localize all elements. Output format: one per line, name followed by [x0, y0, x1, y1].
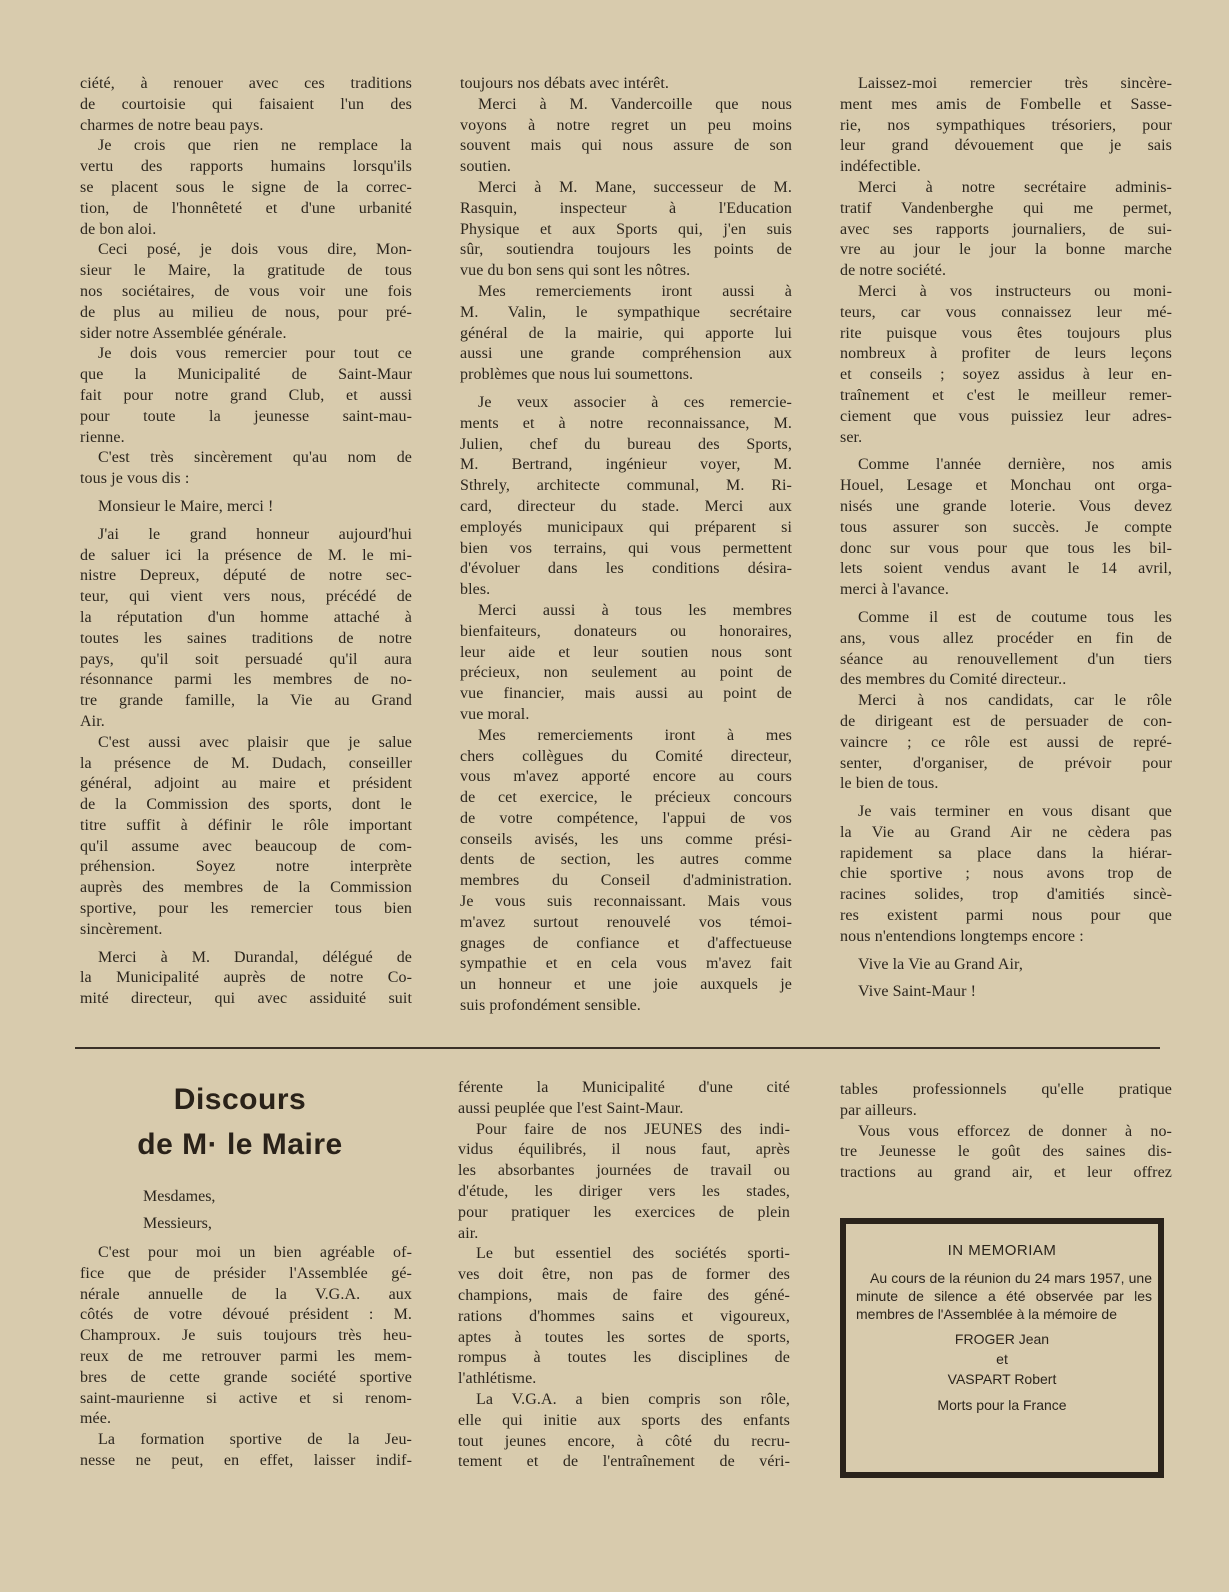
paragraph — [80, 74, 412, 136]
text-line: aptes à toutes les sortes de sports, — [458, 1328, 790, 1346]
text-line: Pour faire de nos JEUNES des indi- — [476, 1120, 790, 1138]
text-line: C'est très sincèrement qu'au nom de — [98, 449, 412, 467]
text-line: pour pratiquer les exercices de plein — [458, 1203, 790, 1221]
text-line: vertu des rapports humains lorsqu'ils — [80, 158, 412, 176]
text-line: tous assurer son succès. Je compte — [840, 518, 1172, 536]
text-line: Mes remerciements iront aussi à — [478, 282, 792, 300]
text-line: la présence de M. Dudach, conseiller — [80, 754, 412, 772]
text-line: vre au jour le jour la bonne marche — [840, 241, 1172, 259]
text-line: séance au renouvellement d'un tiers — [840, 650, 1172, 668]
text-line: Merci à M. Durandal, délégué de — [98, 948, 412, 966]
text-line: vous m'avez apporté encore au cours — [460, 768, 792, 786]
text-line: rite puisque vous êtes toujours plus — [840, 324, 1172, 342]
paragraph — [80, 733, 412, 941]
text-line: mée. — [80, 1410, 112, 1428]
paragraph — [840, 178, 1172, 282]
paragraph — [80, 344, 412, 448]
text-line: rienne. — [80, 428, 125, 446]
paragraph — [458, 1078, 790, 1120]
text-line: toujours nos débats avec intérêt. — [460, 75, 670, 92]
text-line: chers collègues du Comité directeur, — [460, 747, 792, 765]
speech-column-1 — [80, 1243, 412, 1472]
text-line: dents de section, les autres comme — [460, 851, 792, 869]
text-line: Merci à M. Mane, successeur de M. — [478, 178, 792, 196]
paragraph — [840, 1122, 1172, 1184]
text-line: La formation sportive de la Jeu- — [98, 1431, 412, 1449]
text-line: de dirigeant est de persuader de con- — [840, 712, 1172, 730]
text-line: sportive, pour les remercier tous bien — [80, 900, 412, 918]
text-line: nombreux à profiter de leurs leçons — [840, 345, 1172, 363]
text-line: sûr, soutiendra toujours les points de — [460, 241, 792, 259]
text-line: Julien, chef du bureau des Sports, — [460, 435, 792, 453]
text-line: sider notre Assemblée générale. — [80, 324, 287, 342]
text-line: rations d'hommes sains et vigoureux, — [458, 1307, 790, 1325]
text-line: bien vos terrains, qui vous permettent — [460, 539, 792, 557]
text-line: suis profondément sensible. — [460, 997, 641, 1015]
text-line: leur grand dévouement que je sais — [840, 137, 1172, 155]
text-line: J'ai le grand honneur aujourd'hui — [98, 525, 412, 543]
text-line: nous n'entendions longtemps encore : — [840, 927, 1084, 945]
text-line: La V.G.A. a bien compris son rôle, — [476, 1390, 790, 1408]
text-line: vue financier, mais aussi au point de — [460, 685, 792, 703]
section-divider — [75, 1047, 1160, 1049]
text-line: Sthrely, architecte communal, M. Ri- — [460, 477, 792, 495]
text-line: Je vous suis reconnaissant. Mais vous — [460, 893, 792, 911]
text-line: Je vais terminer en vous disant que — [858, 803, 1172, 821]
paragraph — [458, 1244, 790, 1390]
text-line: merci à l'avance. — [840, 581, 949, 599]
text-line: précieux, non seulement au point de — [460, 664, 792, 682]
text-line: sieur le Maire, la gratitude de tous — [80, 262, 412, 280]
text-line: ments et à notre reconnaissance, M. — [460, 414, 792, 432]
text-line: vue du bon sens qui sont les nôtres. — [460, 262, 691, 280]
article-column-2 — [460, 74, 792, 1017]
text-line: ans, vous allez procéder en fin de — [840, 629, 1172, 647]
text-line: férente la Municipalité d'une cité — [458, 1079, 790, 1096]
text-line: Vive Saint-Maur ! — [858, 983, 977, 1001]
article-column-1 — [80, 74, 412, 1010]
paragraph — [840, 955, 1172, 976]
text-line: Vive la Vie au Grand Air, — [858, 955, 1023, 973]
speech-title-line1: Discours — [173, 1083, 307, 1116]
text-line: problèmes que nous lui soumettons. — [460, 366, 694, 384]
text-line: conseils avisés, les uns comme prési- — [460, 830, 792, 848]
text-line: ciété, à renouer avec ces traditions — [80, 75, 412, 92]
text-line: Laissez-moi remercier très sincère- — [858, 75, 1172, 92]
text-line: un honneur et une joie auxquels je — [460, 976, 792, 994]
paragraph — [460, 282, 792, 386]
text-line: de plus au milieu de nous, pour pré- — [80, 303, 412, 321]
text-line: Mes remerciements iront à mes — [478, 726, 792, 744]
text-line: titre suffit à définir le rôle important — [80, 816, 412, 834]
text-line: m'avez surtout renouvelé vos témoi- — [460, 913, 792, 931]
text-line: aussi peuplée que l'est Saint-Maur. — [458, 1099, 684, 1117]
text-line: ser. — [840, 428, 863, 446]
paragraph — [840, 982, 1172, 1003]
text-line: nisés une grande loterie. Vous devez — [840, 497, 1172, 515]
text-line: charmes de notre beau pays. — [80, 116, 264, 134]
paragraph — [460, 726, 792, 1017]
text-line: Monsieur le Maire, merci ! — [98, 497, 274, 515]
text-line: M. Bertrand, ingénieur voyer, M. — [460, 456, 792, 474]
text-line: vue moral. — [460, 705, 530, 723]
text-line: elle qui initie aux sports des enfants — [458, 1411, 790, 1429]
text-line: aussi une grande compréhension aux — [460, 345, 792, 363]
text-line: résonnance parmi les membres de no- — [80, 671, 412, 689]
paragraph — [458, 1390, 790, 1473]
text-line: nistre Depreux, député de notre sec- — [80, 567, 412, 585]
text-line: tout jeunes encore, à côté du recru- — [458, 1432, 790, 1450]
text-line: rie, nos sympathiques trésoriers, pour — [840, 116, 1172, 134]
text-line: Je veux associer à ces remercie- — [478, 393, 792, 411]
text-line: nérale annuelle de la V.G.A. aux — [80, 1285, 412, 1303]
paragraph — [460, 95, 792, 178]
text-line: donc sur vous pour que tous les bil- — [840, 539, 1172, 557]
text-line: reux de me retrouver parmi les mem- — [80, 1347, 412, 1365]
paragraph — [80, 497, 412, 518]
text-line: ment mes amis de Fombelle et Sasse- — [840, 95, 1172, 113]
in-memoriam-box — [840, 1218, 1164, 1478]
text-line: des membres du Comité directeur.. — [840, 671, 1067, 689]
text-line: teur, qui vient vers nous, précédé de — [80, 588, 412, 606]
text-line: Merci à M. Vandercoille que nous — [478, 95, 792, 113]
text-line: de la Commission des sports, dont le — [80, 796, 412, 814]
paragraph — [840, 74, 1172, 178]
text-line: côtés de votre dévoué président : M. — [80, 1306, 412, 1324]
paragraph — [80, 240, 412, 344]
text-line: tion, de l'honnêteté et d'une urbanité — [80, 199, 412, 217]
article-column-3 — [840, 74, 1172, 1003]
text-line: Houel, Lesage et Monchau ont orga- — [840, 477, 1172, 495]
text-line: C'est aussi avec plaisir que je salue — [98, 733, 412, 751]
text-line: nesse ne peut, en effet, laisser indif- — [80, 1451, 412, 1469]
paragraph — [460, 393, 792, 601]
text-line: Physique et aux Sports qui, j'en suis — [460, 220, 792, 238]
text-line: Merci aussi à tous les membres — [478, 601, 792, 619]
text-line: rapidement sa place dans la hiérar- — [840, 844, 1172, 862]
paragraph — [460, 178, 792, 282]
text-line: tre grande famille, la Vie au Grand — [80, 692, 412, 710]
salutation-mesdames: Mesdames, — [143, 1188, 216, 1205]
text-line: bles. — [460, 581, 491, 599]
text-line: sincèrement. — [80, 920, 163, 938]
text-line: champions, mais de faire des géné- — [458, 1286, 790, 1304]
text-line: auprès des membres de la Commission — [80, 879, 412, 897]
speech-title-line2: de M· le Maire — [137, 1128, 343, 1161]
text-line: pour toute la jeunesse saint-mau- — [80, 407, 412, 425]
text-line: Rasquin, inspecteur à l'Education — [460, 199, 792, 217]
text-line: avec ses rapports journaliers, de sui- — [840, 220, 1172, 238]
text-line: les absorbantes journées de travail ou — [458, 1162, 790, 1180]
text-line: souvent mais qui nous assure de son — [460, 137, 792, 155]
text-line: rompus à toutes les disciplines de — [458, 1349, 790, 1367]
text-line: saint-maurienne si active et si renom- — [80, 1389, 412, 1407]
text-line: voyons à notre regret un peu moins — [460, 116, 792, 134]
text-line: la Municipalité auprès de notre Co- — [80, 969, 412, 987]
text-line: Merci à nos candidats, car le rôle — [858, 692, 1172, 710]
text-line: Je crois que rien ne remplace la — [98, 137, 412, 155]
text-line: et conseils ; soyez assidus à leur en- — [840, 366, 1172, 384]
text-line: qu'il assume avec beaucoup de com- — [80, 837, 412, 855]
text-line: l'athlétisme. — [458, 1370, 537, 1388]
speech-column-3 — [840, 1080, 1172, 1184]
paragraph — [80, 948, 412, 1010]
text-line: M. Valin, le sympathique secrétaire — [460, 303, 792, 321]
text-line: Ceci posé, je dois vous dire, Mon- — [98, 241, 412, 259]
text-line: res existent parmi nous pour que — [840, 907, 1172, 925]
text-line: ves doit être, non pas de former des — [458, 1266, 790, 1284]
text-line: card, directeur du stade. Merci aux — [460, 497, 792, 515]
text-line: gnages de confiance et d'affectueuse — [460, 934, 792, 952]
text-line: sympathie et en cela vous m'avez fait — [460, 955, 792, 973]
text-line: traînement et c'est le meilleur remer- — [840, 386, 1172, 404]
text-line: pays, qu'il soit persuadé qu'il aura — [80, 650, 412, 668]
text-line: Champroux. Je suis toujours très heu- — [80, 1327, 412, 1345]
text-line: nos sociétaires, de vous voir une fois — [80, 282, 412, 300]
paragraph — [840, 608, 1172, 691]
text-line: air. — [458, 1224, 479, 1242]
text-line: que la Municipalité de Saint-Maur — [80, 366, 412, 384]
text-line: préhension. Soyez notre interprète — [80, 858, 412, 876]
text-line: général, adjoint au maire et président — [80, 775, 412, 793]
paragraph — [840, 1080, 1172, 1122]
text-line: Merci à vos instructeurs ou moni- — [858, 282, 1172, 300]
text-line: Merci à notre secrétaire adminis- — [858, 178, 1172, 196]
text-line: senter, d'organiser, de prévoir pour — [840, 754, 1172, 772]
text-line: bienfaiteurs, donateurs ou honoraires, — [460, 622, 792, 640]
text-line: Air. — [80, 712, 105, 730]
memoriam-name-1: FROGER Jean — [954, 1331, 1050, 1347]
text-line: tractions au grand air, et leur offrez — [840, 1164, 1172, 1182]
text-line: indéfectible. — [840, 158, 921, 176]
paragraph — [80, 136, 412, 240]
paragraph — [80, 1243, 412, 1430]
text-line: Vous vous efforcez de donner à no- — [858, 1122, 1172, 1140]
text-line: Le but essentiel des sociétés sporti- — [476, 1245, 790, 1263]
paragraph — [840, 802, 1172, 948]
memoriam-name-2: VASPART Robert — [947, 1371, 1057, 1387]
text-line: de courtoisie qui faisaient l'un des — [80, 95, 412, 113]
text-line: toutes les saines traditions de notre — [80, 629, 412, 647]
memoriam-title: IN MEMORIAM — [947, 1242, 1057, 1259]
paragraph — [80, 1430, 412, 1472]
text-line: vaincre ; ce rôle est aussi de repré- — [840, 733, 1172, 751]
text-line: par ailleurs. — [840, 1101, 917, 1119]
text-line: général de la mairie, qui apporte lui — [460, 324, 792, 342]
text-line: de notre société. — [840, 262, 947, 280]
paragraph — [840, 282, 1172, 448]
text-line: de saluer ici la présence de M. le mi- — [80, 546, 412, 564]
paragraph — [840, 455, 1172, 601]
paragraph — [840, 691, 1172, 795]
text-line: lets soient vendus avant le 14 avril, — [840, 560, 1172, 578]
text-line: soutien. — [460, 158, 512, 176]
text-line: tous je vous dis : — [80, 470, 190, 488]
memoriam-footer: Morts pour la France — [937, 1397, 1067, 1413]
text-line: fice que de présider l'Assemblée gé- — [80, 1264, 412, 1282]
text-line: tement et de l'entraînement de véri- — [458, 1453, 790, 1471]
text-line: de votre compétence, l'appui de vos — [460, 809, 792, 827]
memoriam-text: Au cours de la réunion du 24 mars 1957, une minute de silence a été observée par les membres de l'Assemblée à la mémoire de — [856, 1270, 1152, 1322]
text-line: ciement que vous puissiez leur adres- — [840, 407, 1172, 425]
paragraph — [460, 74, 792, 95]
speech-column-2 — [458, 1078, 790, 1473]
text-line: tables professionnels qu'elle pratique — [840, 1081, 1172, 1098]
text-line: bres de cette grande société sportive — [80, 1368, 412, 1386]
text-line: Comme il est de coutume tous les — [858, 608, 1172, 626]
paragraph — [80, 448, 412, 490]
text-line: de cet exercice, le précieux concours — [460, 789, 792, 807]
text-line: employés municipaux qui préparent si — [460, 518, 792, 536]
text-line: chie sportive ; nous avons trop de — [840, 865, 1172, 883]
text-line: Comme l'année dernière, nos amis — [858, 456, 1172, 474]
text-line: teurs, car vous connaissez leur mé- — [840, 303, 1172, 321]
salutation-messieurs: Messieurs, — [143, 1215, 212, 1232]
text-line: mité directeur, qui avec assiduité suit — [80, 990, 412, 1008]
paragraph — [460, 601, 792, 726]
text-line: leur aide et leur soutien nous sont — [460, 643, 792, 661]
paragraph — [80, 525, 412, 733]
text-line: de bon aloi. — [80, 220, 157, 238]
text-line: C'est pour moi un bien agréable of- — [98, 1244, 412, 1261]
text-line: la Vie au Grand Air ne cèdera pas — [840, 823, 1172, 841]
text-line: tre Jeunesse le goût des saines dis- — [840, 1143, 1172, 1161]
text-line: se placent sous le signe de la correc- — [80, 178, 412, 196]
text-line: membres du Conseil d'administration. — [460, 872, 792, 890]
paragraph — [458, 1120, 790, 1245]
memoriam-conjunction: et — [996, 1351, 1008, 1367]
text-line: vidus équilibrés, il nous faut, après — [458, 1141, 790, 1159]
text-line: d'étude, les diriger vers les stades, — [458, 1182, 790, 1200]
text-line: le bien de tous. — [840, 775, 939, 793]
text-line: tratif Vandenberghe qui me permet, — [840, 199, 1172, 217]
text-line: racines solides, trop d'amitiés sincè- — [840, 886, 1172, 904]
text-line: la réputation d'un homme attaché à — [80, 608, 412, 626]
text-line: d'évoluer dans les conditions désira- — [460, 560, 792, 578]
text-line: fait pour notre grand Club, et aussi — [80, 386, 412, 404]
text-line: Je dois vous remercier pour tout ce — [98, 345, 412, 363]
